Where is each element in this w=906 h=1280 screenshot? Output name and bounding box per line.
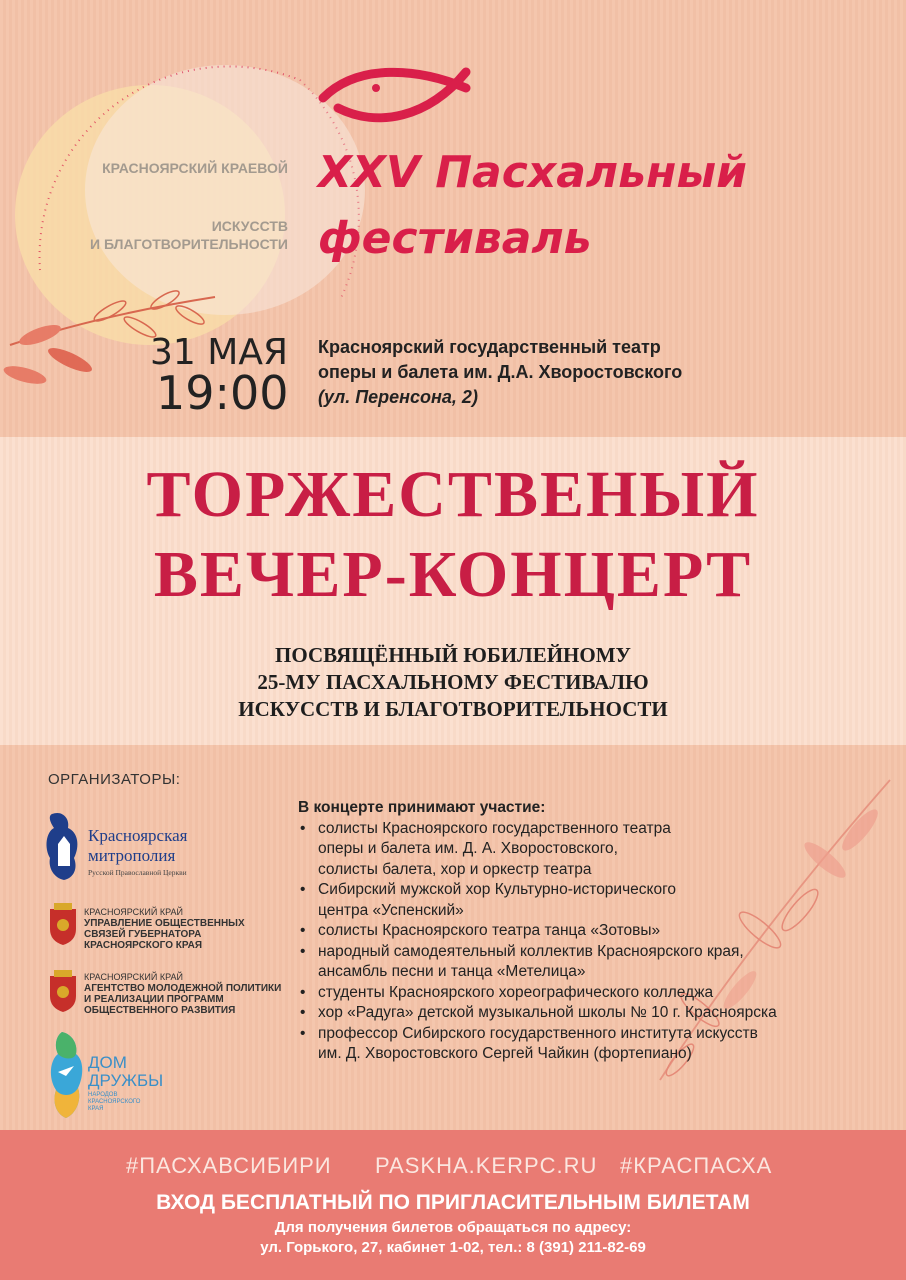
hashtag-kraspasha[interactable]: #КРАСПАСХА xyxy=(620,1153,773,1178)
event-date: 31 МАЯ xyxy=(150,332,288,373)
metropolia-name-2: митрополия xyxy=(88,846,176,865)
list-item-cont: ансамбль песни и танца «Метелица» xyxy=(318,963,586,980)
list-item: • студенты Красноярского хореографического колледжа xyxy=(298,983,878,1004)
ticket-info-line-1: Для получения билетов обращаться по адресу: xyxy=(274,1219,632,1236)
logo-metropolia xyxy=(44,810,244,885)
metropolia-caption: Русской Православной Церкви xyxy=(88,868,187,877)
free-entry-text: ВХОД БЕСПЛАТНЫЙ ПО ПРИГЛАСИТЕЛЬНЫМ БИЛЕТАМ xyxy=(156,1191,750,1214)
list-item: • Сибирский мужской хор Культурно-исторического xyxy=(298,880,878,901)
agentstvo-line-2: АГЕНТСТВО МОЛОДЕЖНОЙ ПОЛИТИКИ xyxy=(84,983,282,994)
agentstvo-line-3: И РЕАЛИЗАЦИИ ПРОГРАММ xyxy=(84,994,224,1005)
upravlenie-line-3: СВЯЗЕЙ ГУБЕРНАТОРА xyxy=(84,929,202,940)
subtitle-line-1: ПОСВЯЩЁННЫЙ ЮБИЛЕЙНОМУ xyxy=(275,643,631,667)
logo-agentstvo xyxy=(44,970,284,1020)
list-item: • хор «Радуга» детской музыкальной школы № 10 г. Красноярска xyxy=(298,1003,878,1024)
list-item: • солисты Красноярского театра танца «Зотовы» xyxy=(298,921,878,942)
subtitle-line-3: ИСКУССТВ И БЛАГОТВОРИТЕЛЬНОСТИ xyxy=(238,697,668,721)
venue-address: (ул. Перенсона, 2) xyxy=(318,387,478,407)
main-title-line-1: ТОРЖЕСТВЕНЫЙ xyxy=(146,458,760,531)
upravlenie-line-1: КРАСНОЯРСКИЙ КРАЙ xyxy=(84,907,183,917)
dom-druzhby-line-3: НАРОДОВ xyxy=(88,1092,118,1098)
logo-dom-druzhby xyxy=(44,1030,224,1120)
agentstvo-line-4: ОБЩЕСТВЕННОГО РАЗВИТИЯ xyxy=(84,1005,236,1016)
list-item: • профессор Сибирского государственного института искусств xyxy=(298,1024,878,1045)
list-item-cont: оперы и балета им. Д. А. Хворостовского, xyxy=(318,840,618,857)
region-map-icon xyxy=(48,1030,88,1120)
coat-of-arms-icon xyxy=(48,970,78,1012)
organizer-line-2: ИСКУССТВ xyxy=(211,218,288,234)
festival-title-line-1: XXV Пасхальный xyxy=(318,147,747,198)
upravlenie-line-4: КРАСНОЯРСКОГО КРАЯ xyxy=(84,940,203,951)
logo-upravlenie xyxy=(44,903,264,953)
dom-druzhby-line-1: ДОМ xyxy=(88,1053,127,1072)
venue-line-1: Красноярский государственный театр xyxy=(318,337,661,357)
dom-druzhby-line-4: КРАСНОЯРСКОГО xyxy=(88,1099,141,1105)
participants-list xyxy=(298,798,878,1065)
dom-druzhby-line-5: КРАЯ xyxy=(88,1106,104,1112)
metropolia-name-1: Красноярская xyxy=(88,826,188,845)
website-link[interactable]: PASKHA.KERPC.RU xyxy=(375,1153,598,1178)
organizer-line-3: И БЛАГОТВОРИТЕЛЬНОСТИ xyxy=(90,236,288,252)
coat-of-arms-icon xyxy=(48,903,78,945)
list-item: • народный самодеятельный коллектив Красноярского края, xyxy=(298,942,878,963)
church-icon xyxy=(44,810,84,882)
fish-icon xyxy=(318,58,478,128)
subtitle-line-2: 25-МУ ПАСХАЛЬНОМУ ФЕСТИВАЛЮ xyxy=(257,670,649,694)
main-title-line-2: ВЕЧЕР-КОНЦЕРТ xyxy=(153,538,753,611)
list-item-cont: солисты балета, хор и оркестр театра xyxy=(318,860,592,878)
ticket-info-line-2: ул. Горького, 27, кабинет 1-02, тел.: 8 (391) 211-82-69 xyxy=(260,1239,646,1256)
list-item: • солисты Красноярского государственного театра xyxy=(298,819,878,840)
organizer-line-1: КРАСНОЯРСКИЙ КРАЕВОЙ xyxy=(102,160,288,176)
list-item-cont: центра «Успенский» xyxy=(318,901,464,919)
dom-druzhby-line-2: ДРУЖБЫ xyxy=(88,1071,164,1090)
list-item-cont: им. Д. Хворостовского Сергей Чайкин (фортепиано) xyxy=(318,1045,692,1062)
participants-heading: В концерте принимают участие: xyxy=(298,799,546,816)
festival-title-line-2: фестиваль xyxy=(318,213,592,264)
venue-line-2: оперы и балета им. Д.А. Хворостовского xyxy=(318,362,683,382)
event-time: 19:00 xyxy=(156,366,289,420)
organizers-label: ОРГАНИЗАТОРЫ: xyxy=(48,771,181,788)
agentstvo-line-1: КРАСНОЯРСКИЙ КРАЙ xyxy=(84,972,183,982)
hashtag-pashavsibiri[interactable]: #ПАСХАВСИБИРИ xyxy=(126,1153,332,1178)
upravlenie-line-2: УПРАВЛЕНИЕ ОБЩЕСТВЕННЫХ xyxy=(84,918,245,929)
